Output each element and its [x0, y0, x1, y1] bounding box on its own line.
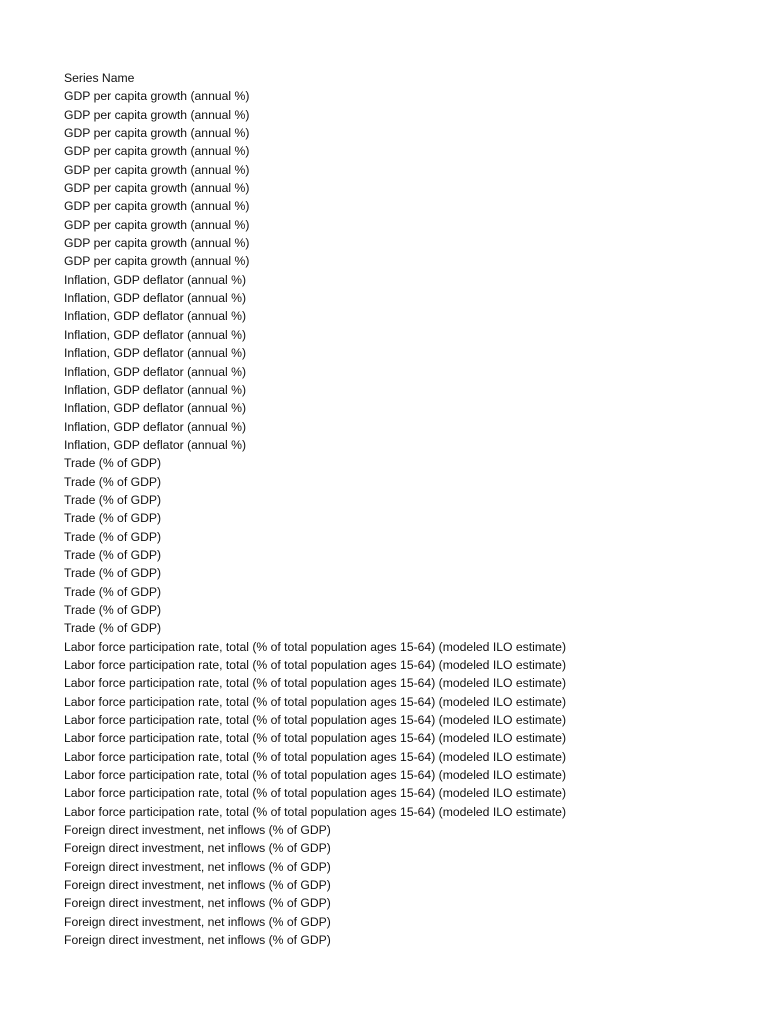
list-item: Trade (% of GDP) — [64, 511, 162, 526]
list-item: Inflation, GDP deflator (annual %) — [64, 272, 247, 287]
list-item: Trade (% of GDP) — [64, 602, 162, 617]
list-item: Labor force participation rate, total (% of total population ages 15-64) (modeled ILO estimate) — [64, 639, 566, 654]
list-item: Inflation, GDP deflator (annual %) — [64, 382, 247, 397]
list-item: Inflation, GDP deflator (annual %) — [64, 437, 247, 452]
list-item: Foreign direct investment, net inflows (% of GDP) — [64, 933, 331, 948]
list-item: Foreign direct investment, net inflows (% of GDP) — [64, 823, 331, 838]
list-item: Trade (% of GDP) — [64, 456, 162, 471]
list-item: Inflation, GDP deflator (annual %) — [64, 291, 247, 306]
list-item: Labor force participation rate, total (% of total population ages 15-64) (modeled ILO estimate) — [64, 749, 566, 764]
list-item: GDP per capita growth (annual %) — [64, 236, 250, 251]
list-item: Inflation, GDP deflator (annual %) — [64, 364, 247, 379]
list-item: Foreign direct investment, net inflows (% of GDP) — [64, 914, 331, 929]
list-item: Inflation, GDP deflator (annual %) — [64, 346, 247, 361]
list-item: Trade (% of GDP) — [64, 474, 162, 489]
list-item: GDP per capita growth (annual %) — [64, 107, 250, 122]
list-item: Inflation, GDP deflator (annual %) — [64, 419, 247, 434]
series-name-column — [64, 69, 754, 950]
list-item: Inflation, GDP deflator (annual %) — [64, 327, 247, 342]
list-item: Inflation, GDP deflator (annual %) — [64, 309, 247, 324]
list-item: GDP per capita growth (annual %) — [64, 89, 250, 104]
list-item: Labor force participation rate, total (% of total population ages 15-64) (modeled ILO estimate) — [64, 731, 566, 746]
list-item: Foreign direct investment, net inflows (% of GDP) — [64, 896, 331, 911]
list-item: GDP per capita growth (annual %) — [64, 126, 250, 141]
list-item: GDP per capita growth (annual %) — [64, 217, 250, 232]
list-item: GDP per capita growth (annual %) — [64, 254, 250, 269]
list-item: Trade (% of GDP) — [64, 566, 162, 581]
list-item: Foreign direct investment, net inflows (% of GDP) — [64, 859, 331, 874]
list-item: Labor force participation rate, total (% of total population ages 15-64) (modeled ILO estimate) — [64, 694, 566, 709]
list-item: GDP per capita growth (annual %) — [64, 199, 250, 214]
list-item: Trade (% of GDP) — [64, 492, 162, 507]
list-item: Labor force participation rate, total (% of total population ages 15-64) (modeled ILO estimate) — [64, 713, 566, 728]
list-item: GDP per capita growth (annual %) — [64, 144, 250, 159]
list-item: Foreign direct investment, net inflows (% of GDP) — [64, 841, 331, 856]
list-item: Foreign direct investment, net inflows (% of GDP) — [64, 878, 331, 893]
list-item: Inflation, GDP deflator (annual %) — [64, 401, 247, 416]
column-header: Series Name — [64, 71, 135, 85]
list-item: GDP per capita growth (annual %) — [64, 181, 250, 196]
list-item: Trade (% of GDP) — [64, 547, 162, 562]
list-item: Trade (% of GDP) — [64, 584, 162, 599]
list-item: Labor force participation rate, total (% of total population ages 15-64) (modeled ILO estimate) — [64, 676, 566, 691]
list-item: Labor force participation rate, total (% of total population ages 15-64) (modeled ILO estimate) — [64, 804, 566, 819]
list-item: GDP per capita growth (annual %) — [64, 162, 250, 177]
list-item: Labor force participation rate, total (% of total population ages 15-64) (modeled ILO estimate) — [64, 768, 566, 783]
list-item: Labor force participation rate, total (% of total population ages 15-64) (modeled ILO estimate) — [64, 786, 566, 801]
list-item: Trade (% of GDP) — [64, 621, 162, 636]
list-item: Labor force participation rate, total (% of total population ages 15-64) (modeled ILO estimate) — [64, 658, 566, 672]
list-item: Trade (% of GDP) — [64, 529, 162, 544]
